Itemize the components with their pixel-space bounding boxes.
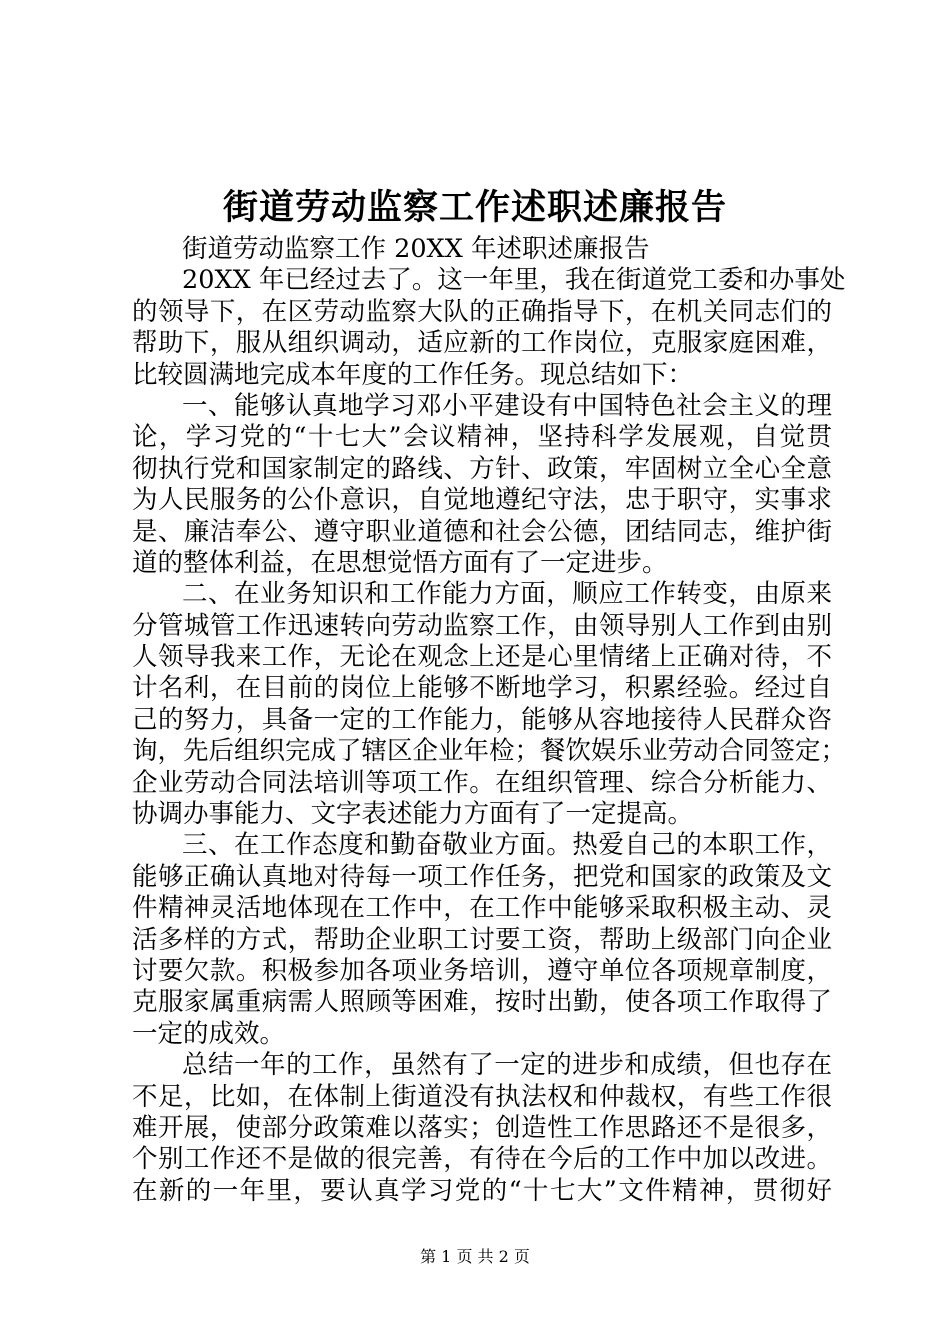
body-text-line: 分管城管工作迅速转向劳动监察工作，由领导别人工作到由别 — [132, 610, 832, 641]
body-text-line: 活多样的方式，帮助企业职工讨要工资，帮助上级部门向企业 — [132, 924, 832, 955]
body-text-line: 论，学习党的“十七大”会议精神，坚持科学发展观，自觉贯 — [132, 422, 832, 453]
body-text-line: 是、廉洁奉公、遵守职业道德和社会公德，团结同志，维护街 — [132, 516, 832, 547]
body-text-line: 帮助下，服从组织调动，适应新的工作岗位，克服家庭困难， — [132, 328, 832, 359]
body-text-line: 计名利，在目前的岗位上能够不断地学习，积累经验。经过自 — [132, 673, 832, 704]
body-text-line: 人领导我来工作，无论在观念上还是心里情绪上正确对待，不 — [132, 642, 832, 673]
body-text-line: 克服家属重病需人照顾等困难，按时出勤，使各项工作取得了 — [132, 987, 832, 1018]
body-text-line: 街道劳动监察工作 20XX 年述职述廉报告 — [182, 234, 650, 264]
body-text-line: 的领导下，在区劳动监察大队的正确指导下，在机关同志们的 — [132, 296, 832, 327]
body-text-line: 道的整体利益，在思想觉悟方面有了一定进步。 — [132, 547, 668, 578]
body-text-line: 二、在业务知识和工作能力方面，顺应工作转变，由原来 — [182, 579, 832, 610]
body-text-line: 讨要欠款。积极参加各项业务培训，遵守单位各项规章制度， — [132, 955, 832, 986]
body-text-line: 在新的一年里，要认真学习党的“十七大”文件精神，贯彻好 — [132, 1175, 832, 1206]
body-text-line: 协调办事能力、文字表述能力方面有了一定提高。 — [132, 799, 694, 830]
body-text-line: 个别工作还不是做的很完善，有待在今后的工作中加以改进。 — [132, 1144, 832, 1175]
body-text-line: 三、在工作态度和勤奋敬业方面。热爱自己的本职工作， — [182, 830, 832, 861]
body-text-line: 一定的成效。 — [132, 1018, 286, 1049]
body-text-line: 件精神灵活地体现在工作中，在工作中能够采取积极主动、灵 — [132, 893, 832, 924]
document-title: 街道劳动监察工作述职述廉报告 — [222, 187, 727, 228]
document-body — [132, 234, 847, 1207]
body-text-line: 不足，比如，在体制上街道没有执法权和仲裁权，有些工作很 — [132, 1081, 832, 1112]
body-text-line: 彻执行党和国家制定的路线、方针、政策，牢固树立全心全意 — [132, 453, 832, 484]
body-text-line: 己的努力，具备一定的工作能力，能够从容地接待人民群众咨 — [132, 704, 832, 735]
body-text-line: 难开展，使部分政策难以落实；创造性工作思路还不是很多， — [132, 1112, 832, 1143]
body-text-line: 总结一年的工作，虽然有了一定的进步和成绩，但也存在 — [182, 1050, 832, 1081]
body-text-line: 能够正确认真地对待每一项工作任务，把党和国家的政策及文 — [132, 861, 832, 892]
body-text-line: 一、能够认真地学习邓小平建设有中国特色社会主义的理 — [182, 390, 832, 421]
body-text-line: 20XX 年已经过去了。这一年里，我在街道党工委和办事处 — [182, 265, 846, 296]
page-number-footer: 第 1 页 共 2 页 — [420, 1247, 530, 1266]
body-text-line: 为人民服务的公仆意识，自觉地遵纪守法，忠于职守，实事求 — [132, 485, 832, 516]
body-text-line: 询，先后组织完成了辖区企业年检；餐饮娱乐业劳动合同签定； — [132, 736, 847, 767]
body-text-line: 企业劳动合同法培训等项工作。在组织管理、综合分析能力、 — [132, 767, 832, 798]
body-text-line: 比较圆满地完成本年度的工作任务。现总结如下： — [132, 359, 694, 390]
